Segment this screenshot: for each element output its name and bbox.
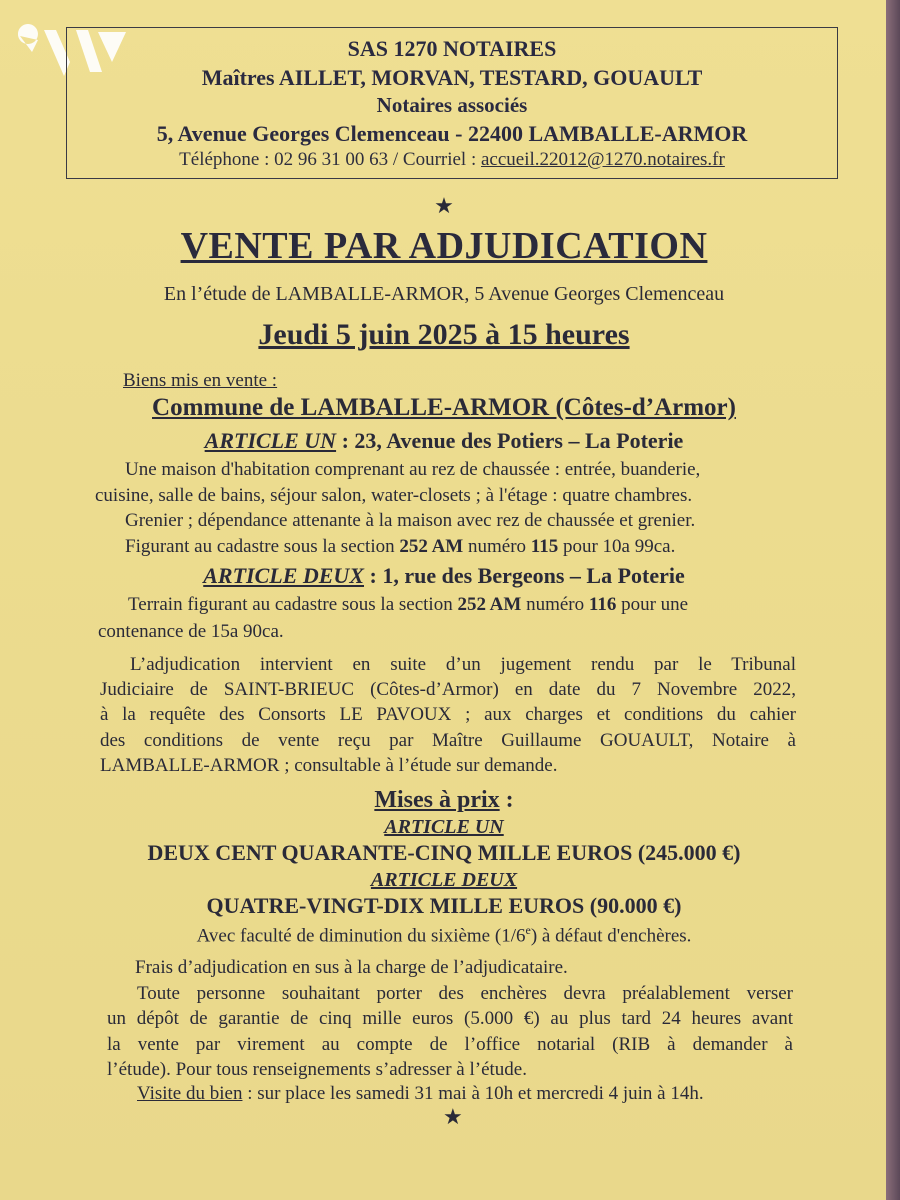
mises-article1-label: ARTICLE UN xyxy=(384,816,504,838)
mises-article1-price: DEUX CENT QUARANTE-CINQ MILLE EUROS (245.000 €) xyxy=(147,840,741,865)
adjudication-line-1: L’adjudication intervient en suite d’un jugement rendu par le Tribunal xyxy=(130,654,796,675)
diminution-note xyxy=(0,923,888,947)
cadastre-number: 115 xyxy=(530,536,559,557)
mises-article2-price: QUATRE-VINGT-DIX MILLE EUROS (90.000 €) xyxy=(206,893,682,918)
depot-line-3: la vente par virement au compte de l’office notarial (RIB à demander à xyxy=(107,1034,793,1055)
depot-line-4: l’étude). Pour tous renseignements s’adresser à l’étude. xyxy=(107,1059,527,1080)
star-icon: ★ xyxy=(434,193,454,218)
frais-line: Frais d’adjudication en sus à la charge de l’adjudicataire. xyxy=(135,957,568,978)
article1-address: : 23, Avenue des Potiers – La Poterie xyxy=(336,428,684,453)
cadastre-text: Terrain figurant au cadastre sous la section xyxy=(128,594,458,615)
notary-header-box xyxy=(66,27,838,179)
mises-colon: : xyxy=(499,787,514,813)
sale-date: Jeudi 5 juin 2025 à 15 heures xyxy=(258,318,630,351)
title-wrap xyxy=(0,224,888,268)
firm-name: SAS 1270 NOTAIRES xyxy=(347,36,557,61)
date-wrap xyxy=(0,318,888,352)
mises-art1-wrap xyxy=(0,816,888,839)
commune-heading: Commune de LAMBALLE-ARMOR (Côtes-d’Armor) xyxy=(152,394,736,421)
article1-desc-1: Une maison d'habitation comprenant au rez de chaussée : entrée, buanderie, xyxy=(125,459,701,480)
sale-location: En l’étude de LAMBALLE-ARMOR, 5 Avenue Georges Clemenceau xyxy=(163,283,725,305)
background-strip xyxy=(886,0,900,1200)
adjudication-line-2: Judiciaire de SAINT-BRIEUC (Côtes-d’Armor) en date du 7 Novembre 2022, xyxy=(100,679,796,700)
diminution-sup: e xyxy=(525,923,531,937)
biens-label: Biens mis en vente : xyxy=(123,370,278,391)
contact-line xyxy=(67,149,837,171)
notaries-associated: Notaires associés xyxy=(376,93,528,117)
visit-text: : sur place les samedi 31 mai à 10h et mercredi 4 juin à 14h. xyxy=(242,1083,704,1104)
mises-article2-label: ARTICLE DEUX xyxy=(370,869,518,891)
article1-desc-2: cuisine, salle de bains, séjour salon, water-closets ; à l'étage : quatre chambres. xyxy=(95,485,693,506)
commune-wrap xyxy=(0,394,888,422)
article2-address: : 1, rue des Bergeons – La Poterie xyxy=(364,563,685,588)
article2-label: ARTICLE DEUX xyxy=(203,563,364,588)
visit-label: Visite du bien xyxy=(137,1083,243,1104)
cadastre-number: 116 xyxy=(588,594,617,615)
cadastre-section: 252 AM xyxy=(399,536,464,557)
adjudication-line-4: des conditions de vente reçu par Maître Guillaume GOUAULT, Notaire à xyxy=(100,730,796,751)
cadastre-text: numéro xyxy=(521,594,589,615)
adjudication-line-5: LAMBALLE-ARMOR ; consultable à l’étude sur demande. xyxy=(100,755,558,776)
article1-desc-3: Grenier ; dépendance attenante à la maison avec rez de chaussée et grenier. xyxy=(125,510,696,531)
article2-desc-1 xyxy=(128,594,688,616)
email-link[interactable]: accueil.22012@1270.notaires.fr xyxy=(481,149,725,170)
cadastre-text: numéro xyxy=(463,536,531,557)
phone-text: Téléphone : 02 96 31 00 63 / Courriel : xyxy=(179,149,481,170)
page-title: VENTE PAR ADJUDICATION xyxy=(180,225,708,267)
article1-cadastre xyxy=(125,536,675,558)
mises-heading xyxy=(0,787,888,814)
cadastre-text: pour une xyxy=(616,594,689,615)
article1-heading xyxy=(0,428,888,454)
diminution-text: Avec faculté de diminution du sixième (1/6 xyxy=(196,925,526,947)
cadastre-text: pour 10a 99ca. xyxy=(558,536,676,557)
visit-line xyxy=(137,1083,704,1105)
depot-line-2: un dépôt de garantie de cinq mille euros (5.000 €) au plus tard 24 heures avant xyxy=(107,1008,793,1029)
cadastre-text: Figurant au cadastre sous la section xyxy=(125,536,400,557)
diminution-text: ) à défaut d'enchères. xyxy=(530,925,692,947)
article2-desc-2: contenance de 15a 90ca. xyxy=(98,621,284,642)
article1-label: ARTICLE UN xyxy=(204,428,337,453)
article2-heading xyxy=(0,563,888,589)
bottom-star-icon: ★ xyxy=(443,1104,463,1129)
mises-art2-wrap xyxy=(0,869,888,892)
adjudication-line-3: à la requête des Consorts LE PAVOUX ; aux charges et conditions du cahier xyxy=(100,704,796,725)
cadastre-section: 252 AM xyxy=(457,594,522,615)
mises-title: Mises à prix xyxy=(374,787,500,813)
depot-line-1: Toute personne souhaitant porter des enchères devra préalablement verser xyxy=(137,983,793,1004)
notaries-names: Maîtres AILLET, MORVAN, TESTARD, GOUAULT xyxy=(201,65,703,90)
firm-address: 5, Avenue Georges Clemenceau - 22400 LAMBALLE-ARMOR xyxy=(156,121,748,146)
